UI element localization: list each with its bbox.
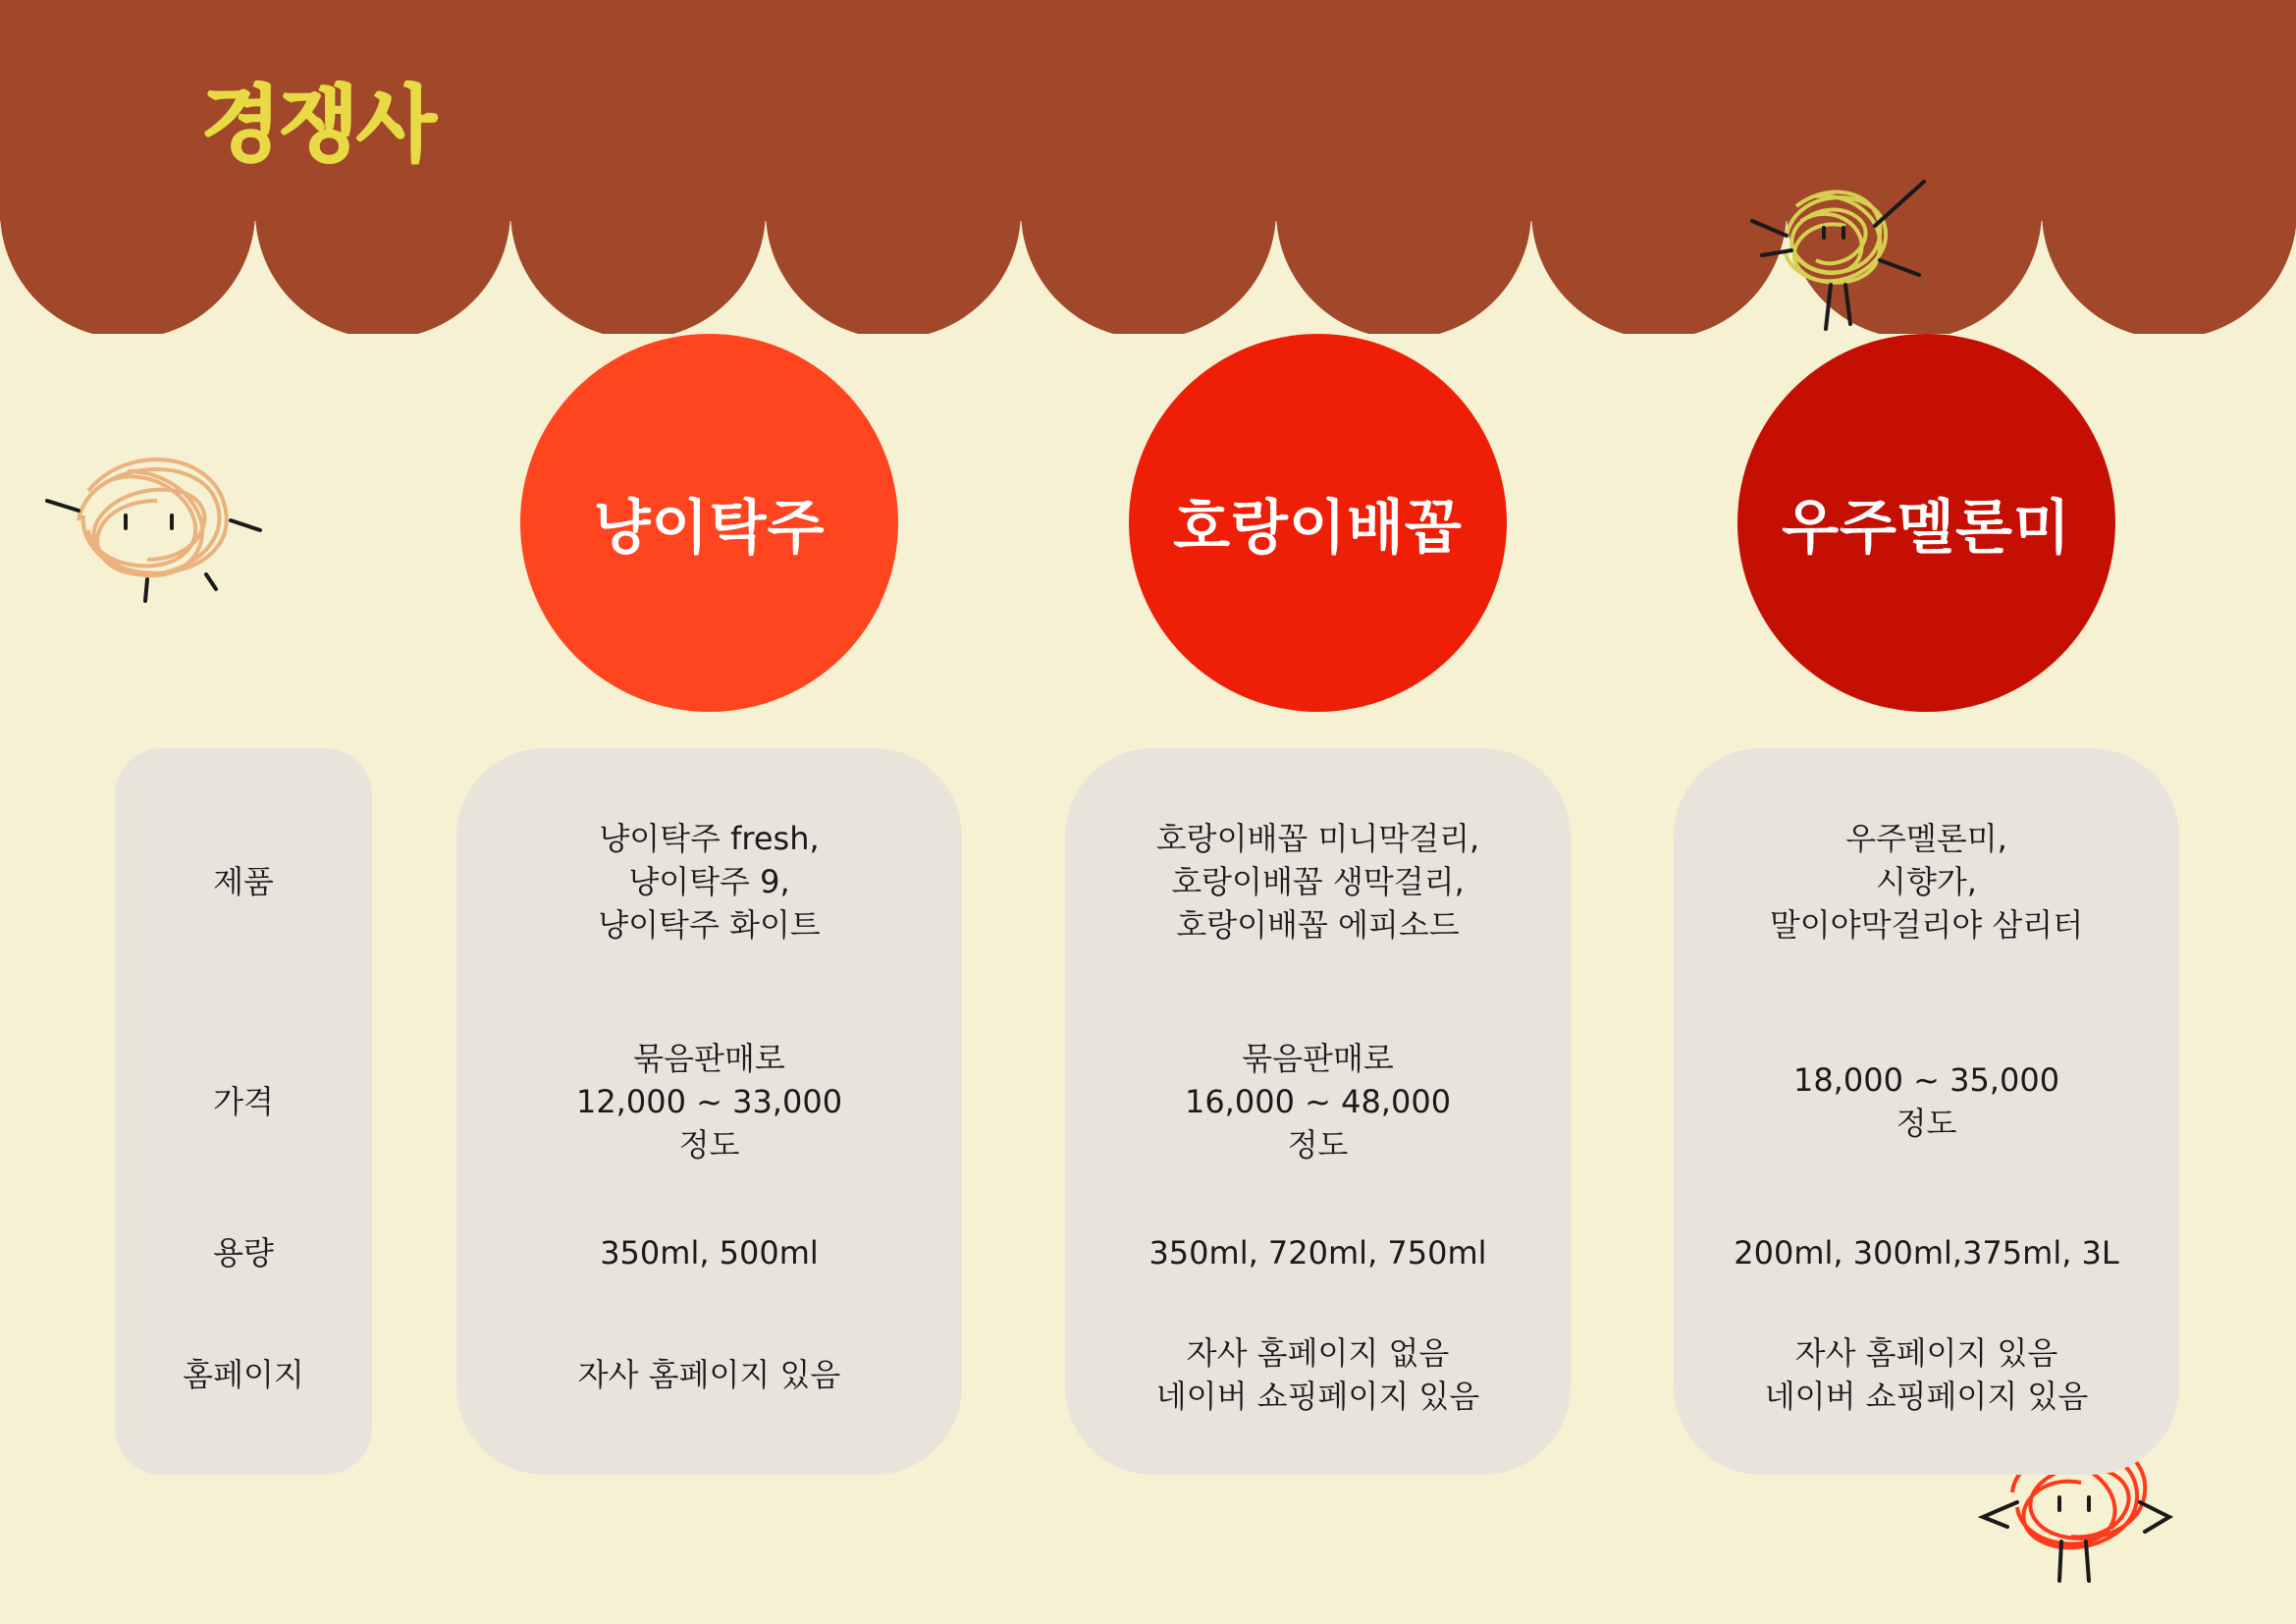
scribble-character-orange-icon: [39, 432, 275, 609]
scribble-character-yellow-icon: [1737, 167, 1934, 344]
page-title: 경쟁사: [201, 77, 435, 173]
row-label-card: [115, 748, 372, 1475]
competitor-card-1: [456, 748, 962, 1475]
competitor-card-3: [1674, 748, 2179, 1475]
row-label-price: 가격: [213, 1083, 274, 1120]
row-label-volume: 용량: [213, 1234, 274, 1272]
price-cell: 묶음판매로 16,000 ~ 48,000 정도: [1184, 1040, 1452, 1164]
homepage-cell: 자사 홈페이지 없음 네이버 쇼핑페이지 있음: [1155, 1334, 1480, 1415]
competitor-circle-1: [520, 334, 898, 712]
homepage-cell: 자사 홈페이지 있음: [577, 1356, 841, 1393]
row-label-product: 제품: [213, 863, 274, 900]
competitor-circle-2: [1129, 334, 1507, 712]
competitor-name: 냥이탁주: [593, 493, 826, 563]
price-cell: 묶음판매로 12,000 ~ 33,000 정도: [575, 1040, 843, 1164]
volume-cell: 350ml, 500ml: [600, 1234, 819, 1272]
volume-cell: 350ml, 720ml, 750ml: [1148, 1234, 1487, 1272]
product-cell: 냥이탁주 fresh, 냥이탁주 9, 냥이탁주 화이트: [598, 820, 821, 944]
volume-cell: 200ml, 300ml,375ml, 3L: [1734, 1234, 2119, 1272]
price-cell: 18,000 ~ 35,000 정도: [1792, 1061, 2060, 1142]
homepage-cell: 자사 홈페이지 있음 네이버 쇼핑페이지 있음: [1764, 1334, 2089, 1415]
competitor-circle-3: [1737, 334, 2115, 712]
row-label-homepage: 홈페이지: [183, 1356, 304, 1393]
competitor-name: 우주멜론미: [1782, 493, 2071, 563]
competitor-card-2: [1065, 748, 1571, 1475]
product-cell: 호랑이배꼽 미니막걸리, 호랑이배꼽 생막걸리, 호랑이배꼽 에피소드: [1155, 820, 1480, 944]
product-cell: 우주멜론미, 시향가, 말이야막걸리야 삼리터: [1769, 820, 2084, 944]
competitor-name: 호랑이배꼽: [1173, 493, 1463, 563]
